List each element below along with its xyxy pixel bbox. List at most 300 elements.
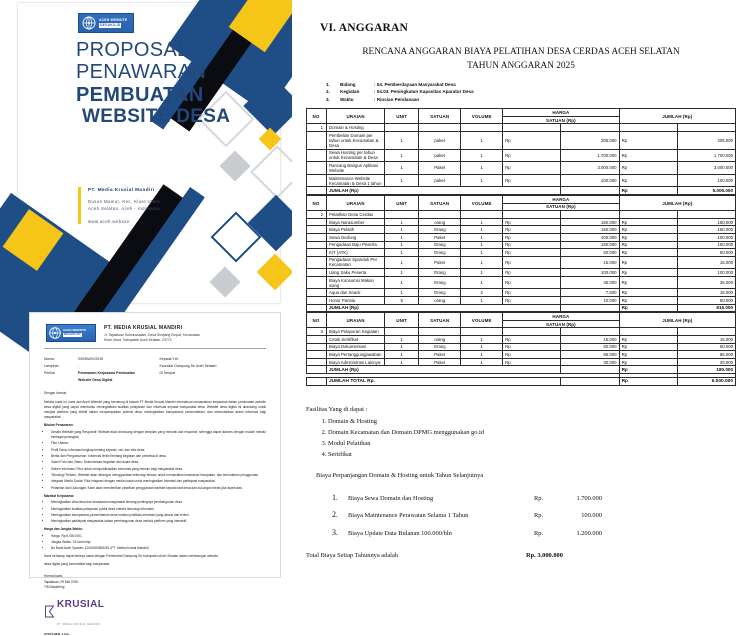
table-row <box>307 174 736 187</box>
budget-table-section-1 <box>306 108 736 195</box>
cell-jumlah-rp: Rp <box>619 241 677 249</box>
letter-logo-line-1: ACEH WEBSITE <box>63 328 87 333</box>
cell-harga: 150.000 <box>561 226 619 234</box>
yearly-total-amount: Rp. 3.000.000 <box>526 551 563 559</box>
list-item: • Fitur Utama: <box>51 441 266 446</box>
list-item: • Meningkatkan kualitas pelayanan publik desa melalui teknologi informasi. <box>51 507 266 512</box>
list-item: 4. Sertifikat <box>328 449 736 460</box>
table-row <box>307 269 736 277</box>
letter-intro-paragraph: Melalui surat ini, kami dari Aceh Website yang bernaung di bawah PT Media Krusial Mandiri bermaksud menawarkan kerjasama dalam pembuatan website desa digital yang dapat membantu meningkatkan kualitas pelayanan dan informasi kepada masyarakat desa. Website desa digital ini dirancang untuk menjadi platform yang efektif dalam menyampaikan potensi desa, meningkatkan transparansi pemerintahan, dan memudahkan akses informasi bagi masyarakat. <box>44 399 266 420</box>
cell-satuan: Paket <box>419 233 461 241</box>
cell-harga <box>561 328 619 336</box>
cell-jumlah-rp: Rp <box>619 343 677 351</box>
cell-jumlah: 150.000 <box>677 218 735 226</box>
col-no: NO <box>307 195 327 210</box>
cell-rp: Rp <box>503 351 561 359</box>
cell-no <box>307 226 327 234</box>
letter-label-nomor: Nomor <box>44 357 55 362</box>
letter-closing-1: Kami berharap dapat bekerja sama dengan Pemerintah Gampong Se Kabupaten Aceh Selatan dalam membangun website <box>44 553 219 558</box>
yearly-total-row <box>306 550 736 561</box>
table-row <box>307 149 736 162</box>
list-item: • Integrasi Media Sosial: Fitur integrasi dengan media sosial untuk meningkatkan interaksi dan partisipasi masyarakat. <box>51 479 266 484</box>
table-row <box>307 351 736 359</box>
cell-jumlah-rp: Rp <box>619 378 677 386</box>
table-subtotal-row <box>307 366 736 374</box>
cell-jumlah-rp: Rp <box>619 187 677 195</box>
cell-harga: 85.000 <box>561 351 619 359</box>
cell-jumlah <box>677 124 735 132</box>
letter-body <box>30 383 280 567</box>
cell-rp: Rp <box>503 149 561 162</box>
cell-volume: 1 <box>461 351 503 359</box>
cell-volume: 1 <box>461 276 503 289</box>
cell-jumlah: 100.000 <box>677 174 735 187</box>
cell-unit: 1 <box>385 149 419 162</box>
cell-uraian: Rancang Bangun Aplikasi Website <box>327 162 385 175</box>
krusial-brand-logo <box>30 591 280 630</box>
group-label: Biaya Pelaporan Kegiatan <box>327 328 385 336</box>
cell-jumlah-rp: Rp <box>619 233 677 241</box>
cell-jumlah-rp: Rp <box>619 289 677 297</box>
cover-address-line-2: Aceh Selatan, Aceh - Indonesia <box>88 205 160 211</box>
letter-meta <box>30 349 280 383</box>
cell-uraian: Biaya Narasumber <box>327 218 385 226</box>
globe-network-icon <box>80 14 98 32</box>
cell-rp: Rp <box>503 174 561 187</box>
cell-satuan: Paket <box>419 351 461 359</box>
cell-unit: 1 <box>385 351 419 359</box>
cell-unit: 1 <box>385 358 419 366</box>
col-satuan: SATUAN <box>419 109 461 124</box>
cell-jumlah: 100.000 <box>677 269 735 277</box>
col-satuan: SATUAN <box>419 195 461 210</box>
list-item: • Meningkatkan partisipasi masyarakat dalam pembangunan desa melalui platform yang interaktif. <box>51 519 266 524</box>
cell-unit: 1 <box>385 174 419 187</box>
cell-jumlah-rp: Rp <box>619 336 677 344</box>
cell-no <box>307 378 327 386</box>
cell-harga <box>561 211 619 219</box>
letter-logo <box>46 324 96 342</box>
group-number: 1 <box>307 124 327 132</box>
cell-satuan: orang <box>419 218 461 226</box>
cell-rp: Rp <box>503 289 561 297</box>
budget-meta-number: 2. <box>326 89 330 95</box>
cell-rp: Rp <box>503 343 561 351</box>
col-no: NO <box>307 313 327 328</box>
cell-harga <box>561 124 619 132</box>
budget-meta-key: Bidang <box>340 81 356 87</box>
cell-unit: 1 <box>385 226 419 234</box>
table-row <box>307 276 736 289</box>
table-row <box>307 358 736 366</box>
cell-unit: 1 <box>385 336 419 344</box>
cell-unit: 1 <box>385 241 419 249</box>
group-number: 2 <box>307 211 327 219</box>
letter-signer-role: TIM Marketing <box>44 585 65 590</box>
logo-line-2: DESAKU.ID <box>100 23 121 28</box>
cell-uraian: Biaya Pelatih <box>327 226 385 234</box>
col-harga-satuan: SATUAN (Rp) <box>503 203 619 211</box>
col-jumlah: JUMLAH (Rp) <box>619 313 735 328</box>
table-row <box>307 233 736 241</box>
cell-jumlah: 35.000 <box>677 276 735 289</box>
letter-terms-list <box>44 534 266 552</box>
cell-satuan: paket <box>419 149 461 162</box>
cell-satuan: Orang <box>419 226 461 234</box>
cell-unit: 1 <box>385 256 419 269</box>
cell-unit: 1 <box>385 249 419 257</box>
cell-no <box>307 256 327 269</box>
table-row <box>307 131 736 149</box>
cell-rp: Rp <box>503 336 561 344</box>
table-row <box>307 218 736 226</box>
list-item: 2. Domain Kecamatan dan Domain DPMG menggunakan go.id <box>328 427 736 438</box>
table-grand-total-row <box>307 378 736 386</box>
renewal-row <box>332 526 736 540</box>
letter-meta-values <box>78 356 135 383</box>
cell-no <box>307 218 327 226</box>
cell-jumlah-rp <box>619 211 677 219</box>
cell-harga: 30.000 <box>561 358 619 366</box>
cell-unit <box>385 328 419 336</box>
cell-rp: Rp <box>503 256 561 269</box>
table-group-row <box>307 211 736 219</box>
renewal-cost-list <box>306 491 736 540</box>
subtotal-amount: 180.000 <box>677 366 735 374</box>
cell-jumlah-rp: Rp <box>619 297 677 305</box>
logo-wordmark <box>98 18 127 28</box>
cell-satuan <box>419 328 461 336</box>
col-jumlah: JUMLAH (Rp) <box>619 109 735 124</box>
cell-uraian: Pembelian Domain per tahun untuk Kecamatan & Desa <box>327 131 385 149</box>
cell-uraian: Biaya Pertanggungjawaban <box>327 351 385 359</box>
cell-jumlah: 205.000 <box>677 131 735 149</box>
budget-meta-value: : 04. Pemberdayaan Masyarakat Desa <box>374 81 456 87</box>
cell-jumlah-rp <box>619 328 677 336</box>
budget-meta-number: 1. <box>326 81 330 87</box>
cell-jumlah-rp: Rp <box>619 149 677 162</box>
budget-meta-value: : Rincian Pendanaan <box>374 96 420 102</box>
list-item: • Teknologi Terbaru: Website akan dibangun menggunakan teknologi terbaru untuk memastikan keamanan kecepatan, dan kemudahan penggunaan. <box>51 473 266 478</box>
facilities-section <box>306 404 736 561</box>
cell-harga: 15.000 <box>561 256 619 269</box>
table-row <box>307 226 736 234</box>
col-uraian: URAIAN <box>327 313 385 328</box>
cell-harga: 7.500 <box>561 289 619 297</box>
cell-jumlah: 15.000 <box>677 289 735 297</box>
list-item: • Jangka Waktu: 15 hari kerja <box>51 540 266 545</box>
cell-jumlah <box>677 211 735 219</box>
left-pages-column <box>0 0 292 636</box>
cell-no <box>307 343 327 351</box>
cell-uraian: Pengadaan Spanduk Per Kecamatan <box>327 256 385 269</box>
col-no: NO <box>307 109 327 124</box>
cell-no <box>307 289 327 297</box>
letter-recipient-line-3: Di Tempat <box>159 370 176 375</box>
col-volume: VOLUME <box>461 195 503 210</box>
col-harga-satuan: SATUAN (Rp) <box>503 116 619 124</box>
cell-unit: 1 <box>385 276 419 289</box>
list-item: • Profil Desa: Informasi lengkap tentang sejarah, visi, dan misi desa. <box>51 448 266 453</box>
cover-title-line-3: PEMBUATAN <box>76 83 204 106</box>
col-unit: UNIT <box>385 195 419 210</box>
cell-jumlah: 85.000 <box>677 351 735 359</box>
cell-harga <box>561 304 619 312</box>
yearly-total-label: Total Biaya Setiap Tahunnya adalah <box>306 551 398 559</box>
renewal-label: Biaya Sewa Domain dan Hosting <box>348 494 434 502</box>
table-row <box>307 343 736 351</box>
cell-harga: 205.000 <box>561 131 619 149</box>
cell-uraian: KIT (ATK) <box>327 249 385 257</box>
cell-harga <box>561 366 619 374</box>
cell-no <box>307 366 327 374</box>
letter-label-lampiran: Lampiran <box>44 364 59 369</box>
group-number: 3 <box>307 328 327 336</box>
cell-volume: 1 <box>461 297 503 305</box>
cell-volume: 1 <box>461 269 503 277</box>
cell-satuan: paket <box>419 174 461 187</box>
renewal-title: Biaya Perpanjangan Domain & Hosting untuk Tahun Selanjutnya <box>316 471 484 479</box>
grand-total-label: JUMLAH TOTAL Rp. <box>327 378 561 386</box>
letter-footer-note: ATTACHED, 1 hal <box>44 631 69 636</box>
letter-feature-list <box>44 430 266 491</box>
cell-rp <box>503 124 561 132</box>
renewal-number: 1. <box>332 492 338 502</box>
letter-recipient-line-1: Kepada Yth: <box>159 357 179 362</box>
cell-unit: 1 <box>385 218 419 226</box>
cell-satuan <box>419 211 461 219</box>
cell-unit: 1 <box>385 343 419 351</box>
cell-volume: 1 <box>461 336 503 344</box>
cell-no <box>307 131 327 149</box>
col-uraian: URAIAN <box>327 195 385 210</box>
cell-unit: 1 <box>385 162 419 175</box>
cell-no <box>307 336 327 344</box>
cell-unit <box>385 211 419 219</box>
cell-uraian: Biaya Konsumsi Makan siang <box>327 276 385 289</box>
cell-rp: Rp <box>503 241 561 249</box>
letter-logo-line-2: DESAKU.ID <box>64 332 81 336</box>
letter-regards: Hormat kami, <box>44 573 63 578</box>
letter-company-name: PT. MEDIA KRUSIAL MANDIRI <box>104 325 183 331</box>
cover-title-line-4: WEBSITE DESA <box>82 106 231 128</box>
cell-volume: 1 <box>461 174 503 187</box>
budget-heading-line-2: TAHUN ANGGARAN 2025 <box>467 60 575 71</box>
cell-uraian: Uang Saku Peserta <box>327 269 385 277</box>
renewal-number: 3. <box>332 528 338 538</box>
cell-volume: 2 <box>461 289 503 297</box>
table-header-row <box>307 109 736 117</box>
budget-meta-row <box>326 96 736 103</box>
subtotal-label: JUMLAH (Rp) <box>327 187 561 195</box>
renewal-row <box>332 491 736 505</box>
col-harga-satuan: SATUAN (Rp) <box>503 320 619 328</box>
cover-company-address <box>88 199 228 212</box>
table-row <box>307 249 736 257</box>
cover-title-block <box>76 39 256 127</box>
list-item: • Galeri Foto dan Video: Dokumentasi kegiatan dan acara desa. <box>51 460 266 465</box>
budget-table-section-3 <box>306 312 736 385</box>
cell-harga: 10.000 <box>561 297 619 305</box>
cell-jumlah: 15.000 <box>677 336 735 344</box>
table-row <box>307 297 736 305</box>
letter-recipient <box>159 356 216 383</box>
cell-jumlah: 100.000 <box>677 233 735 241</box>
table-row <box>307 289 736 297</box>
cell-harga: 100.000 <box>561 233 619 241</box>
cover-diamond-yellow-2 <box>257 254 294 291</box>
cell-satuan: Paket <box>419 256 461 269</box>
col-harga: HARGA <box>503 195 619 203</box>
cell-rp: Rp <box>503 233 561 241</box>
renewal-currency: Rp. <box>534 494 544 502</box>
budget-meta-row <box>326 81 736 88</box>
budget-table-section-2 <box>306 195 736 312</box>
letter-section-3-title: Harga dan Jangka Waktu: <box>44 527 83 532</box>
logo-line-1: ACEH WEBSITE <box>99 18 128 23</box>
cell-unit: 5 <box>385 297 419 305</box>
letter-value-perihal: Penawaran Kerjasama Pembuatan <box>78 370 135 375</box>
cell-jumlah: 150.000 <box>677 226 735 234</box>
cell-jumlah-rp: Rp <box>619 249 677 257</box>
facilities-title: Fasilitas Yang di dapat : <box>306 405 368 413</box>
cell-jumlah: 30.000 <box>677 358 735 366</box>
group-label: Pelatihan Desa Cerdas <box>327 211 385 219</box>
cell-harga: 100.000 <box>561 269 619 277</box>
cell-harga: 100.000 <box>561 174 619 187</box>
table-subtotal-row <box>307 304 736 312</box>
cell-volume: 1 <box>461 256 503 269</box>
cell-no <box>307 187 327 195</box>
cell-jumlah-rp <box>619 124 677 132</box>
list-item: • Meningkatkan transparansi pemerintahan desa melalui publikasi informasi yang akurat dan terkini. <box>51 513 266 518</box>
cell-harga: 35.000 <box>561 276 619 289</box>
cell-harga: 150.000 <box>561 241 619 249</box>
table-header-row <box>307 313 736 321</box>
cell-volume <box>461 211 503 219</box>
cover-company-name: PT. Media Krusial Mandiri <box>88 187 155 192</box>
letter-company-block <box>96 324 200 343</box>
table-row <box>307 336 736 344</box>
cell-volume: 1 <box>461 162 503 175</box>
list-item: 1. Domain & Hosting <box>328 416 736 427</box>
page-title: VI. ANGGARAN <box>320 22 409 34</box>
col-volume: VOLUME <box>461 313 503 328</box>
budget-heading-line-1: RENCANA ANGGARAN BIAYA PELATIHAN DESA CERDAS ACEH SELATAN <box>362 47 680 57</box>
cell-unit: 1 <box>385 289 419 297</box>
letter-section-2-title: Manfaat Kerjasama: <box>44 493 75 498</box>
cell-volume: 1 <box>461 343 503 351</box>
krusial-mark-icon <box>44 605 55 618</box>
col-volume: VOLUME <box>461 109 503 124</box>
list-item: • Berita dan Pengumuman: Informasi terkini tentang kegiatan dan peristiwa di desa. <box>51 454 266 459</box>
cell-rp: Rp <box>503 226 561 234</box>
cell-no <box>307 297 327 305</box>
cell-jumlah: 50.000 <box>677 343 735 351</box>
globe-network-icon <box>47 325 63 341</box>
letter-value-perihal-2: Website Desa Digital <box>78 377 113 382</box>
cell-volume: 1 <box>461 249 503 257</box>
renewal-amount: 100.000 <box>581 512 602 520</box>
cover-diamond-gray-2 <box>209 266 240 297</box>
col-satuan: SATUAN <box>419 313 461 328</box>
cell-rp: Rp <box>503 218 561 226</box>
cell-satuan: Paket <box>419 358 461 366</box>
cell-no <box>307 269 327 277</box>
cell-satuan: Orang <box>419 269 461 277</box>
col-jumlah: JUMLAH (Rp) <box>619 195 735 210</box>
cell-no <box>307 174 327 187</box>
cell-no <box>307 233 327 241</box>
subtotal-amount: 815.000 <box>677 304 735 312</box>
budget-meta-row <box>326 88 736 95</box>
krusial-subtext: PT. MEDIA KRUSIAL MANDIRI <box>57 622 101 626</box>
cell-harga: 50.000 <box>561 343 619 351</box>
cell-jumlah: 50.000 <box>677 249 735 257</box>
cell-harga: 50.000 <box>561 249 619 257</box>
cell-no <box>307 304 327 312</box>
cell-volume: 1 <box>461 226 503 234</box>
cell-unit: 1 <box>385 131 419 149</box>
letter-section-1-title: Bitulan Penawaran: <box>44 423 74 428</box>
cell-rp <box>503 328 561 336</box>
cell-no <box>307 276 327 289</box>
cell-volume <box>461 328 503 336</box>
cover-title-line-1: PROPOSAL <box>76 39 189 61</box>
renewal-amount: 1.200.000 <box>576 530 602 538</box>
renewal-label: Biaya Maintenance Perawatan Selama 1 Tahun <box>348 512 469 520</box>
letter-header <box>30 313 280 343</box>
cell-no <box>307 162 327 175</box>
cell-harga: 150.000 <box>561 218 619 226</box>
budget-meta-value: : 04.03. Peningkatan Kapasitas Aparatur Desa <box>374 89 474 95</box>
table-group-row <box>307 124 736 132</box>
cell-satuan: Orang <box>419 241 461 249</box>
budget-document-page <box>292 0 750 581</box>
cell-jumlah: 50.000 <box>677 297 735 305</box>
renewal-currency: Rp. <box>534 512 544 520</box>
cell-rp: Rp <box>503 269 561 277</box>
cell-jumlah: 15.000 <box>677 256 735 269</box>
cover-title-line-2: PENAWARAN <box>76 61 207 84</box>
cell-uraian: Biaya Dokumentasi <box>327 343 385 351</box>
cover-address-line-1: Dusun Mamur, Kec. Kluet Utara, <box>88 199 162 204</box>
cover-diamond-gray-1 <box>219 150 250 181</box>
aceh-website-logo <box>78 13 134 33</box>
cell-rp: Rp <box>503 249 561 257</box>
list-item: 3. Modul Pelatihan <box>328 438 736 449</box>
cell-harga: 1.700.000 <box>561 149 619 162</box>
cell-rp <box>503 211 561 219</box>
cell-unit: 1 <box>385 233 419 241</box>
list-item: • Sistem Informasi: Fitur untuk mempublikasikan informasi yang relevan bagi masyarakat desa. <box>51 467 266 472</box>
cell-volume: 1 <box>461 149 503 162</box>
letter-signature-block <box>30 570 280 591</box>
cell-uraian: Biaya Administrasi Lainnya <box>327 358 385 366</box>
list-item: • Harga: Rp 6.000.000,- <box>51 534 266 539</box>
table-row <box>307 256 736 269</box>
col-unit: UNIT <box>385 313 419 328</box>
table-subtotal-row <box>307 187 736 195</box>
subtotal-label: JUMLAH (Rp) <box>327 366 561 374</box>
cell-satuan: Paket <box>419 162 461 175</box>
letter-value-nomor: 030/KM/IV/2025 <box>78 357 104 362</box>
cell-rp: Rp <box>503 297 561 305</box>
letter-meta-labels <box>44 356 78 383</box>
cell-jumlah-rp: Rp <box>619 269 677 277</box>
cell-satuan: Orang <box>419 289 461 297</box>
cell-volume: 1 <box>461 233 503 241</box>
